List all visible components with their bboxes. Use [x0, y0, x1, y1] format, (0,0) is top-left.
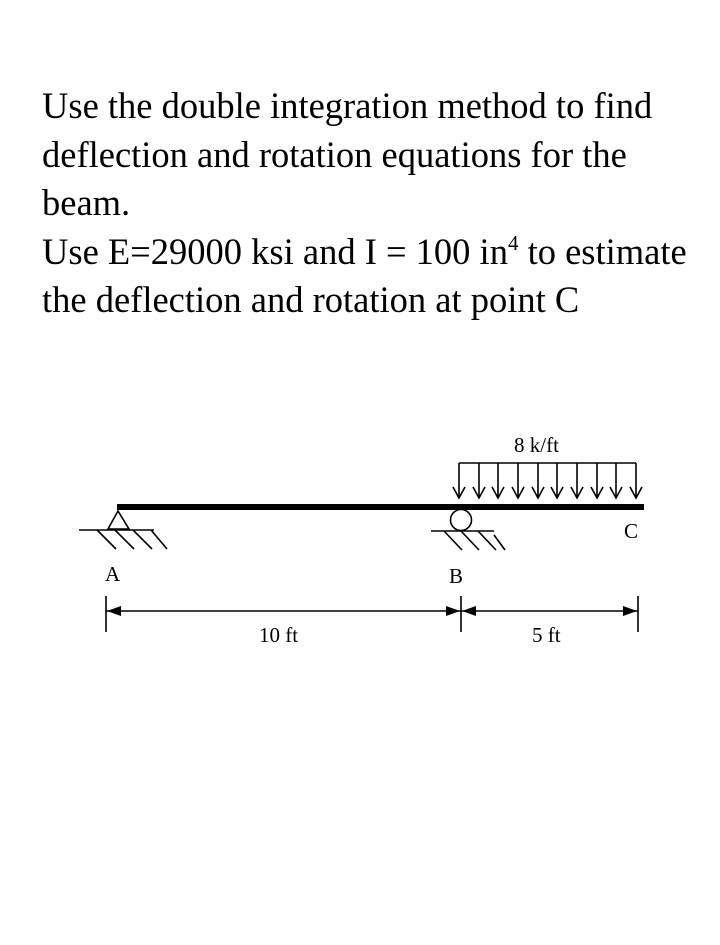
given-values-text-end: to estimate the deflection and rotation at point C [42, 230, 687, 320]
arrowhead-b-left [446, 606, 460, 616]
span-bc-label: 5 ft [532, 623, 561, 647]
given-values-text: Use E=29000 ksi and I = 100 in [42, 230, 508, 272]
inertia-exponent: 4 [507, 230, 519, 255]
arrowhead-b-right [462, 606, 476, 616]
distributed-load [453, 463, 642, 498]
load-label: 8 k/ft [514, 433, 559, 457]
label-point-a: A [105, 562, 121, 586]
roller-support-b [431, 510, 505, 551]
pin-support-a [79, 511, 167, 549]
arrowhead-c [623, 606, 637, 616]
span-ab-label: 10 ft [259, 623, 299, 647]
label-point-b: B [449, 564, 464, 588]
load-arrows [453, 463, 642, 498]
arrowhead-a [107, 606, 121, 616]
label-point-c: C [624, 519, 639, 543]
problem-instruction: Use the double integration method to find deflection and rotation equations for the beam. [42, 85, 653, 223]
